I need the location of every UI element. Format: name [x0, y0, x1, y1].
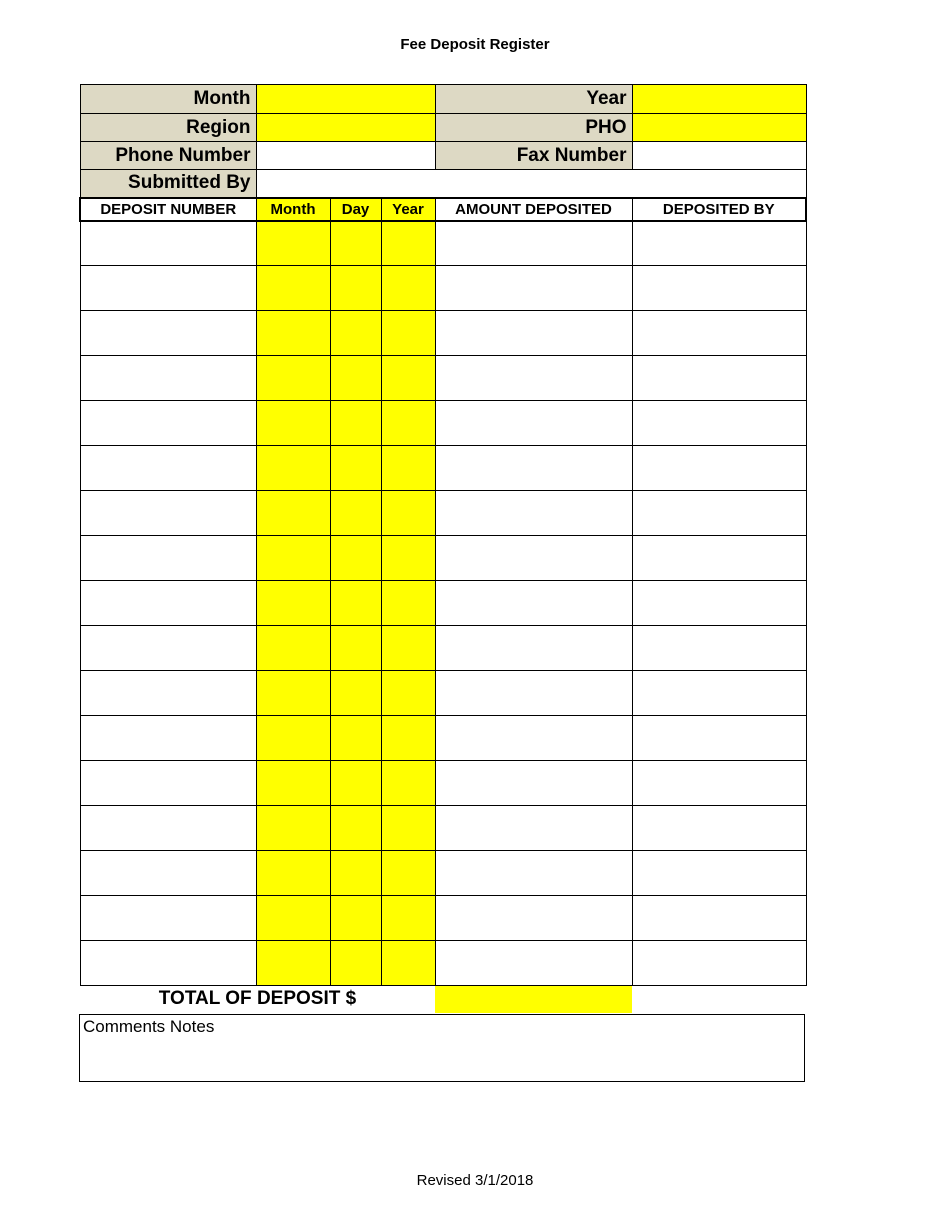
year-cell[interactable] [381, 941, 435, 986]
deposit-row [80, 626, 806, 671]
month-cell[interactable] [256, 311, 330, 356]
year-cell[interactable] [381, 266, 435, 311]
year-cell[interactable] [381, 806, 435, 851]
deposit-number-cell[interactable] [80, 221, 256, 266]
month-cell[interactable] [256, 266, 330, 311]
month-cell[interactable] [256, 221, 330, 266]
month-cell[interactable] [256, 941, 330, 986]
deposit-number-cell[interactable] [80, 491, 256, 536]
deposited-by-cell[interactable] [632, 311, 806, 356]
submitted-by-label: Submitted By [80, 170, 256, 198]
day-cell[interactable] [330, 491, 381, 536]
deposit-number-cell[interactable] [80, 626, 256, 671]
day-cell[interactable] [330, 806, 381, 851]
month-cell[interactable] [256, 536, 330, 581]
column-header-row [80, 198, 806, 221]
amount-deposited-cell[interactable] [435, 941, 632, 986]
deposit-number-cell[interactable] [80, 311, 256, 356]
month-cell[interactable] [256, 671, 330, 716]
deposit-row [80, 446, 806, 491]
month-cell[interactable] [256, 356, 330, 401]
year-cell[interactable] [381, 581, 435, 626]
day-cell[interactable] [330, 671, 381, 716]
col-amount-deposited: AMOUNT DEPOSITED [435, 198, 632, 221]
month-cell[interactable] [256, 761, 330, 806]
deposited-by-cell[interactable] [632, 806, 806, 851]
fax-number-label: Fax Number [435, 142, 632, 170]
year-label: Year [435, 85, 632, 114]
deposit-row [80, 941, 806, 986]
deposited-by-cell[interactable] [632, 941, 806, 986]
year-cell[interactable] [381, 491, 435, 536]
day-cell[interactable] [330, 941, 381, 986]
day-cell[interactable] [330, 536, 381, 581]
amount-deposited-cell[interactable] [435, 851, 632, 896]
year-cell[interactable] [381, 311, 435, 356]
amount-deposited-cell[interactable] [435, 266, 632, 311]
page-title: Fee Deposit Register [400, 36, 550, 53]
phone-number-input[interactable] [256, 142, 435, 170]
amount-deposited-cell[interactable] [435, 221, 632, 266]
deposited-by-cell[interactable] [632, 401, 806, 446]
col-deposit-number: DEPOSIT NUMBER [80, 198, 256, 221]
deposit-number-cell[interactable] [80, 761, 256, 806]
pho-label: PHO [435, 114, 632, 142]
deposit-row [80, 806, 806, 851]
month-cell[interactable] [256, 851, 330, 896]
fax-number-input[interactable] [632, 142, 806, 170]
col-deposited-by: DEPOSITED BY [632, 198, 806, 221]
deposit-row [80, 716, 806, 761]
deposit-row [80, 221, 806, 266]
deposit-row [80, 671, 806, 716]
month-cell[interactable] [256, 491, 330, 536]
pho-input[interactable] [632, 114, 806, 142]
col-month: Month [256, 198, 330, 221]
amount-deposited-cell[interactable] [435, 716, 632, 761]
year-cell[interactable] [381, 536, 435, 581]
year-input[interactable] [632, 85, 806, 114]
col-day: Day [330, 198, 381, 221]
year-cell[interactable] [381, 716, 435, 761]
fee-deposit-form [79, 84, 807, 1013]
year-cell[interactable] [381, 896, 435, 941]
total-spacer [632, 986, 806, 1013]
deposit-number-cell[interactable] [80, 266, 256, 311]
day-cell[interactable] [330, 851, 381, 896]
month-cell[interactable] [256, 896, 330, 941]
amount-deposited-cell[interactable] [435, 446, 632, 491]
deposit-number-cell[interactable] [80, 536, 256, 581]
day-cell[interactable] [330, 896, 381, 941]
day-cell[interactable] [330, 401, 381, 446]
deposited-by-cell[interactable] [632, 266, 806, 311]
year-cell[interactable] [381, 356, 435, 401]
year-cell[interactable] [381, 401, 435, 446]
total-row [80, 986, 806, 1013]
region-input[interactable] [256, 114, 435, 142]
region-label: Region [80, 114, 256, 142]
day-cell[interactable] [330, 761, 381, 806]
deposit-number-cell[interactable] [80, 806, 256, 851]
year-cell[interactable] [381, 626, 435, 671]
month-cell[interactable] [256, 716, 330, 761]
year-cell[interactable] [381, 446, 435, 491]
day-cell[interactable] [330, 356, 381, 401]
deposited-by-cell[interactable] [632, 581, 806, 626]
deposited-by-cell[interactable] [632, 221, 806, 266]
month-cell[interactable] [256, 581, 330, 626]
submitted-by-input[interactable] [256, 170, 806, 198]
deposit-row [80, 491, 806, 536]
comments-notes-label: Comments Notes [83, 1017, 215, 1036]
year-cell[interactable] [381, 221, 435, 266]
month-cell[interactable] [256, 806, 330, 851]
deposited-by-cell[interactable] [632, 491, 806, 536]
year-cell[interactable] [381, 851, 435, 896]
deposit-row [80, 581, 806, 626]
deposit-row [80, 356, 806, 401]
amount-deposited-cell[interactable] [435, 311, 632, 356]
deposit-row [80, 311, 806, 356]
deposit-row [80, 761, 806, 806]
month-cell[interactable] [256, 626, 330, 671]
deposited-by-cell[interactable] [632, 536, 806, 581]
deposited-by-cell[interactable] [632, 851, 806, 896]
amount-deposited-cell[interactable] [435, 356, 632, 401]
month-cell[interactable] [256, 446, 330, 491]
deposit-number-cell[interactable] [80, 671, 256, 716]
amount-deposited-cell[interactable] [435, 806, 632, 851]
revision-footer: Revised 3/1/2018 [416, 1172, 534, 1189]
year-cell[interactable] [381, 761, 435, 806]
deposit-number-cell[interactable] [80, 401, 256, 446]
deposit-row [80, 896, 806, 941]
deposit-number-cell[interactable] [80, 896, 256, 941]
deposit-number-cell[interactable] [80, 356, 256, 401]
deposited-by-cell[interactable] [632, 446, 806, 491]
deposited-by-cell[interactable] [632, 761, 806, 806]
deposited-by-cell[interactable] [632, 716, 806, 761]
col-year: Year [381, 198, 435, 221]
month-input[interactable] [256, 85, 435, 114]
deposited-by-cell[interactable] [632, 356, 806, 401]
day-cell[interactable] [330, 581, 381, 626]
day-cell[interactable] [330, 266, 381, 311]
deposit-number-cell[interactable] [80, 581, 256, 626]
deposit-number-cell[interactable] [80, 716, 256, 761]
deposit-row [80, 851, 806, 896]
deposit-row [80, 536, 806, 581]
amount-deposited-cell[interactable] [435, 581, 632, 626]
deposit-row [80, 401, 806, 446]
deposit-number-cell[interactable] [80, 851, 256, 896]
comments-notes-box[interactable] [79, 1014, 805, 1082]
day-cell[interactable] [330, 221, 381, 266]
deposit-row [80, 266, 806, 311]
amount-deposited-cell[interactable] [435, 671, 632, 716]
day-cell[interactable] [330, 311, 381, 356]
deposited-by-cell[interactable] [632, 626, 806, 671]
year-cell[interactable] [381, 671, 435, 716]
total-of-deposit-label: TOTAL OF DEPOSIT $ [158, 988, 357, 1010]
phone-number-label: Phone Number [80, 142, 256, 170]
amount-deposited-cell[interactable] [435, 401, 632, 446]
day-cell[interactable] [330, 446, 381, 491]
month-cell[interactable] [256, 401, 330, 446]
amount-deposited-cell[interactable] [435, 626, 632, 671]
amount-deposited-cell[interactable] [435, 536, 632, 581]
deposited-by-cell[interactable] [632, 896, 806, 941]
day-cell[interactable] [330, 626, 381, 671]
amount-deposited-cell[interactable] [435, 896, 632, 941]
amount-deposited-cell[interactable] [435, 491, 632, 536]
deposited-by-cell[interactable] [632, 671, 806, 716]
month-label: Month [80, 85, 256, 114]
deposit-number-cell[interactable] [80, 941, 256, 986]
day-cell[interactable] [330, 716, 381, 761]
total-of-deposit-input[interactable] [435, 986, 632, 1013]
amount-deposited-cell[interactable] [435, 761, 632, 806]
deposit-number-cell[interactable] [80, 446, 256, 491]
